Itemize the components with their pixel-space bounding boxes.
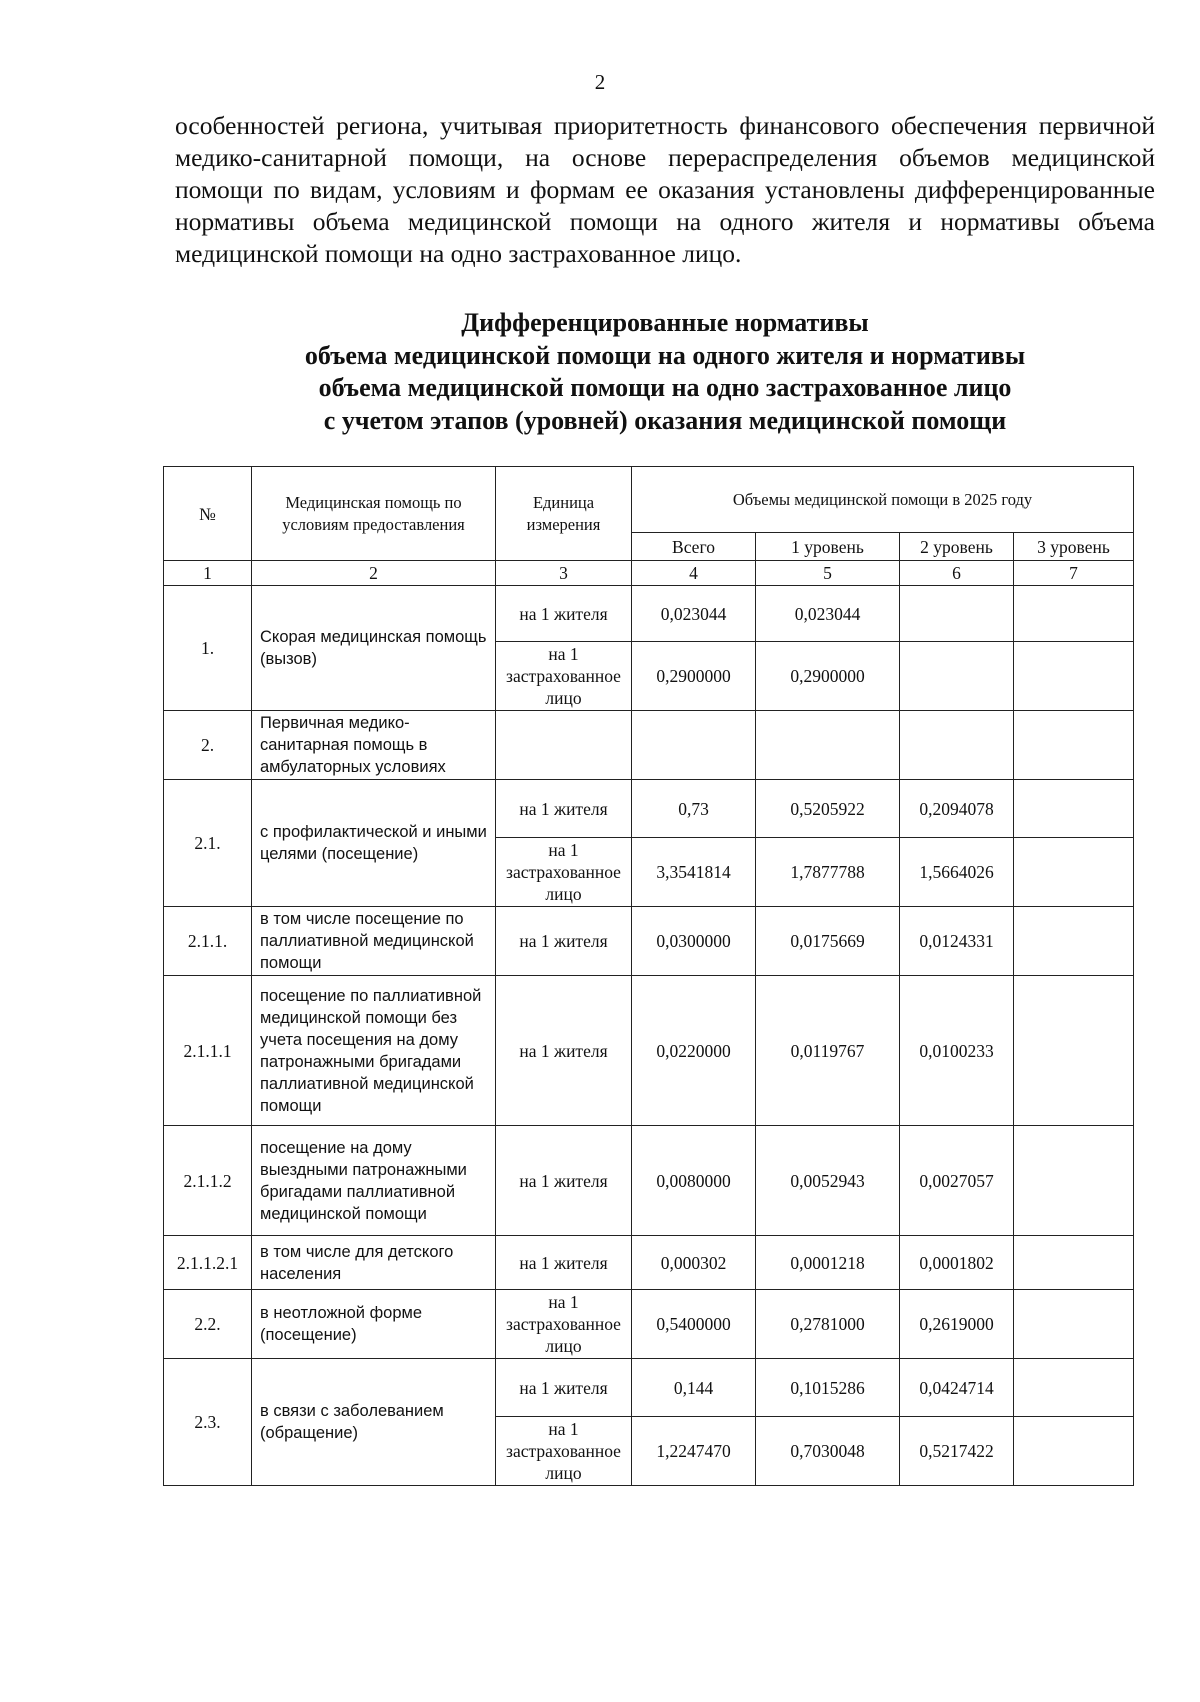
row-total: 0,73 (632, 780, 756, 838)
row-unit: на 1 жителя (496, 1126, 632, 1236)
row-total: 0,023044 (632, 586, 756, 642)
row-level-3 (1014, 1290, 1134, 1359)
row-total: 0,144 (632, 1359, 756, 1417)
row-level-1: 0,7030048 (756, 1417, 900, 1486)
row-level-1: 0,1015286 (756, 1359, 900, 1417)
row-level-3 (1014, 838, 1134, 907)
row-total: 0,2900000 (632, 642, 756, 711)
row-level-3 (1014, 642, 1134, 711)
row-unit: на 1 жителя (496, 1236, 632, 1290)
row-level-1: 0,5205922 (756, 780, 900, 838)
row-total: 0,0220000 (632, 976, 756, 1126)
row-unit: на 1 застрахованное лицо (496, 642, 632, 711)
row-total (632, 711, 756, 780)
row-level-3 (1014, 780, 1134, 838)
table-row (164, 1236, 1134, 1290)
heading-line-1: Дифференцированные нормативы (461, 308, 869, 337)
row-level-1: 0,2781000 (756, 1290, 900, 1359)
row-level-2: 0,0124331 (900, 907, 1014, 976)
row-level-1: 0,0001218 (756, 1236, 900, 1290)
header-row (164, 467, 1134, 533)
row-unit: на 1 застрахованное лицо (496, 1290, 632, 1359)
intro-paragraph: особенностей региона, учитывая приоритетность финансового обеспечения первичной медико-санитарной помощи, на основе перераспределения объемов медицинской помощи по видам, условиям и формам ее оказания установлены дифференцированные нормативы объема медицинской помощи на одного жителя и нормативы объема медицинской помощи на одно застрахованное лицо. (175, 111, 1155, 268)
row-level-3 (1014, 1236, 1134, 1290)
row-number: 2.1.1.2 (164, 1126, 252, 1236)
row-level-1: 0,2900000 (756, 642, 900, 711)
row-number: 2.2. (164, 1290, 252, 1359)
row-unit: на 1 застрахованное лицо (496, 1417, 632, 1486)
row-care-type: в том числе посещение по паллиативной медицинской помощи (252, 907, 496, 976)
row-level-2: 0,0001802 (900, 1236, 1014, 1290)
row-care-type: в том числе для детского населения (252, 1236, 496, 1290)
row-level-1: 0,0119767 (756, 976, 900, 1126)
row-level-2 (900, 711, 1014, 780)
row-level-2: 0,5217422 (900, 1417, 1014, 1486)
row-number: 2. (164, 711, 252, 780)
row-level-2 (900, 586, 1014, 642)
column-number: 4 (632, 561, 756, 586)
header-num: № (164, 467, 252, 561)
header-level-2: 2 уровень (900, 533, 1014, 561)
row-level-1 (756, 711, 900, 780)
header-unit: Единица измерения (496, 467, 632, 561)
header-volumes: Объемы медицинской помощи в 2025 году (632, 467, 1134, 533)
table-row (164, 907, 1134, 976)
row-care-type: Первичная медико-санитарная помощь в амбулаторных условиях (252, 711, 496, 780)
row-number: 2.1.1.2.1 (164, 1236, 252, 1290)
column-number: 6 (900, 561, 1014, 586)
row-level-3 (1014, 1359, 1134, 1417)
row-number: 2.3. (164, 1359, 252, 1486)
header-total: Всего (632, 533, 756, 561)
column-number: 5 (756, 561, 900, 586)
row-level-2: 0,0424714 (900, 1359, 1014, 1417)
header-level-3: 3 уровень (1014, 533, 1134, 561)
row-total: 0,5400000 (632, 1290, 756, 1359)
row-care-type: с профилактической и иными целями (посещение) (252, 780, 496, 907)
page-number: 2 (594, 70, 606, 94)
row-unit: на 1 застрахованное лицо (496, 838, 632, 907)
row-level-1: 1,7877788 (756, 838, 900, 907)
row-number: 2.1.1.1 (164, 976, 252, 1126)
table-row (164, 711, 1134, 780)
row-level-3 (1014, 711, 1134, 780)
row-total: 0,0080000 (632, 1126, 756, 1236)
header-level-1: 1 уровень (756, 533, 900, 561)
row-level-2: 0,2094078 (900, 780, 1014, 838)
row-unit: на 1 жителя (496, 780, 632, 838)
row-level-2: 1,5664026 (900, 838, 1014, 907)
row-unit: на 1 жителя (496, 976, 632, 1126)
row-level-3 (1014, 976, 1134, 1126)
row-level-3 (1014, 586, 1134, 642)
row-level-2: 0,0027057 (900, 1126, 1014, 1236)
row-level-1: 0,023044 (756, 586, 900, 642)
row-level-3 (1014, 1126, 1134, 1236)
row-level-3 (1014, 1417, 1134, 1486)
row-care-type: Скорая медицинская помощь (вызов) (252, 586, 496, 711)
column-number: 1 (164, 561, 252, 586)
row-level-3 (1014, 907, 1134, 976)
norms-table (163, 466, 1134, 1486)
table-row (164, 780, 1134, 838)
row-total: 1,2247470 (632, 1417, 756, 1486)
row-unit: на 1 жителя (496, 1359, 632, 1417)
table-row (164, 976, 1134, 1126)
row-level-2: 0,0100233 (900, 976, 1014, 1126)
heading-line-2: объема медицинской помощи на одного жителя и нормативы (304, 340, 1026, 370)
row-number: 1. (164, 586, 252, 711)
table-row (164, 1290, 1134, 1359)
table-row (164, 1359, 1134, 1417)
row-level-2 (900, 642, 1014, 711)
heading-line-3: объема медицинской помощи на одно застрахованное лицо (318, 373, 1012, 402)
row-total: 0,000302 (632, 1236, 756, 1290)
row-total: 3,3541814 (632, 838, 756, 907)
row-unit: на 1 жителя (496, 586, 632, 642)
column-number: 3 (496, 561, 632, 586)
row-level-2: 0,2619000 (900, 1290, 1014, 1359)
header-care: Медицинская помощь по условиям предоставления (252, 467, 496, 561)
table-row (164, 1126, 1134, 1236)
table-heading (175, 307, 1155, 437)
column-numbers-row (164, 561, 1134, 586)
row-care-type: посещение по паллиативной медицинской помощи без учета посещения на дому патронажными бригадами паллиативной медицинской помощи (252, 976, 496, 1126)
row-care-type: в неотложной форме (посещение) (252, 1290, 496, 1359)
row-number: 2.1.1. (164, 907, 252, 976)
row-unit (496, 711, 632, 780)
row-level-1: 0,0175669 (756, 907, 900, 976)
row-number: 2.1. (164, 780, 252, 907)
column-number: 7 (1014, 561, 1134, 586)
heading-line-4: с учетом этапов (уровней) оказания медицинской помощи (323, 405, 1007, 435)
row-level-1: 0,0052943 (756, 1126, 900, 1236)
row-unit: на 1 жителя (496, 907, 632, 976)
column-number: 2 (252, 561, 496, 586)
row-total: 0,0300000 (632, 907, 756, 976)
row-care-type: в связи с заболеванием (обращение) (252, 1359, 496, 1486)
norms-table-body (164, 467, 1134, 1486)
row-care-type: посещение на дому выездными патронажными бригадами паллиативной медицинской помощи (252, 1126, 496, 1236)
table-row (164, 586, 1134, 642)
